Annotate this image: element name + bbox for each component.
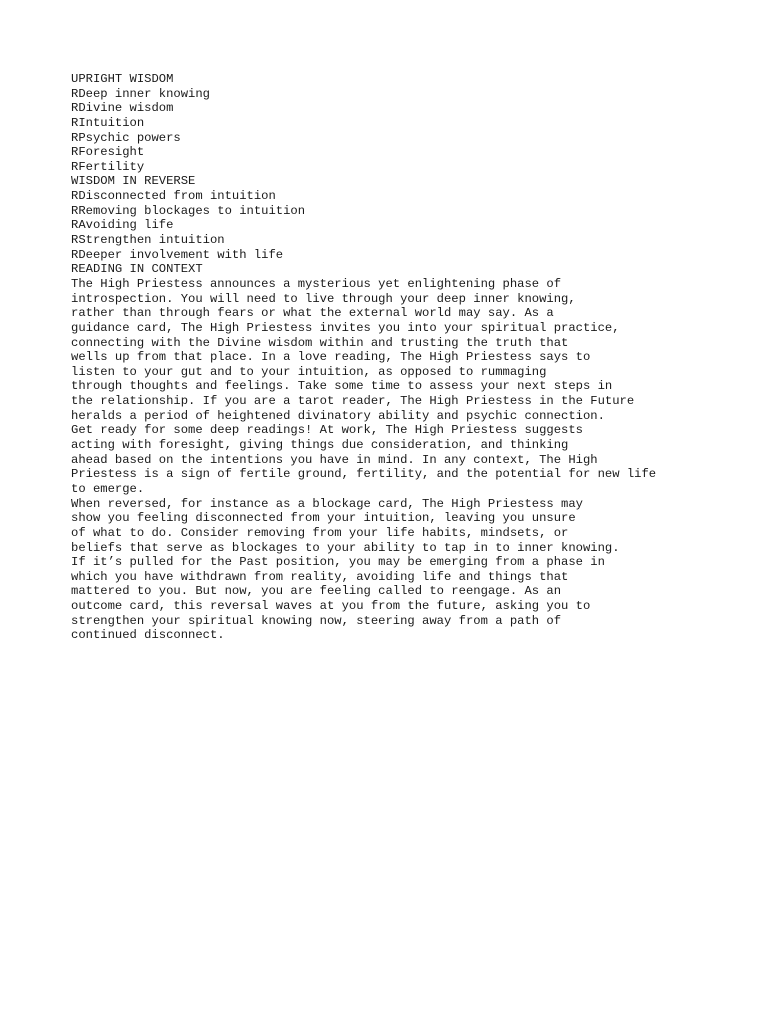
text-line: acting with foresight, giving things due consideration, and thinking — [71, 438, 569, 453]
text-line: to emerge. — [71, 481, 145, 496]
text-line: listen to your gut and to your intuition, as opposed to rummaging — [71, 364, 547, 379]
upright-heading: UPRIGHT WISDOM — [71, 72, 174, 86]
text-line: which you have withdrawn from reality, avoiding life and things that — [71, 569, 569, 584]
text-line: introspection. You will need to live through your deep inner knowing, — [71, 291, 576, 306]
upright-item: RFertility — [71, 159, 145, 174]
upright-item: RDeep inner knowing — [71, 86, 210, 101]
text-line: When reversed, for instance as a blockage card, The High Priestess may — [71, 496, 583, 511]
text-line: outcome card, this reversal waves at you from the future, asking you to — [71, 599, 591, 614]
text-line: rather than through fears or what the external world may say. As a — [71, 306, 554, 321]
text-line: Get ready for some deep readings! At work, The High Priestess suggests — [71, 423, 583, 438]
upright-item: RPsychic powers — [71, 130, 181, 145]
text-line: show you feeling disconnected from your intuition, leaving you unsure — [71, 511, 576, 526]
document-body — [71, 72, 751, 643]
text-line: strengthen your spiritual knowing now, steering away from a path of — [71, 613, 562, 628]
text-line: the relationship. If you are a tarot reader, The High Priestess in the Future — [71, 394, 635, 409]
text-line: through thoughts and feelings. Take some time to assess your next steps in — [71, 379, 613, 394]
text-line: mattered to you. But now, you are feeling called to reengage. As an — [71, 584, 562, 599]
reverse-heading: WISDOM IN REVERSE — [71, 174, 196, 189]
text-line: guidance card, The High Priestess invites you into your spiritual practice, — [71, 320, 620, 335]
text-line: Priestess is a sign of fertile ground, fertility, and the potential for new life — [71, 467, 657, 482]
text-line: If it’s pulled for the Past position, you may be emerging from a phase in — [71, 555, 605, 570]
text-line: beliefs that serve as blockages to your ability to tap in to inner knowing. — [71, 540, 620, 555]
text-line: The High Priestess announces a mysterious yet enlightening phase of — [71, 276, 562, 291]
reverse-item: RAvoiding life — [71, 218, 174, 233]
upright-item: RDivine wisdom — [71, 101, 174, 116]
context-heading: READING IN CONTEXT — [71, 262, 203, 277]
text-line: wells up from that place. In a love reading, The High Priestess says to — [71, 350, 591, 365]
context-paragraph-1 — [71, 277, 751, 497]
text-line: ahead based on the intentions you have in mind. In any context, The High — [71, 452, 598, 467]
text-line: continued disconnect. — [71, 628, 225, 643]
context-paragraph-2 — [71, 497, 751, 643]
reverse-item: RDeeper involvement with life — [71, 247, 284, 262]
text-line: heralds a period of heightened divinatory ability and psychic connection. — [71, 408, 605, 423]
text-line: of what to do. Consider removing from your life habits, mindsets, or — [71, 525, 569, 540]
reverse-item: RDisconnected from intuition — [71, 189, 276, 204]
upright-item: RForesight — [71, 145, 145, 160]
reverse-item: RRemoving blockages to intuition — [71, 203, 306, 218]
reverse-item: RStrengthen intuition — [71, 233, 225, 248]
text-line: connecting with the Divine wisdom within and trusting the truth that — [71, 335, 569, 350]
upright-item: RIntuition — [71, 115, 145, 130]
